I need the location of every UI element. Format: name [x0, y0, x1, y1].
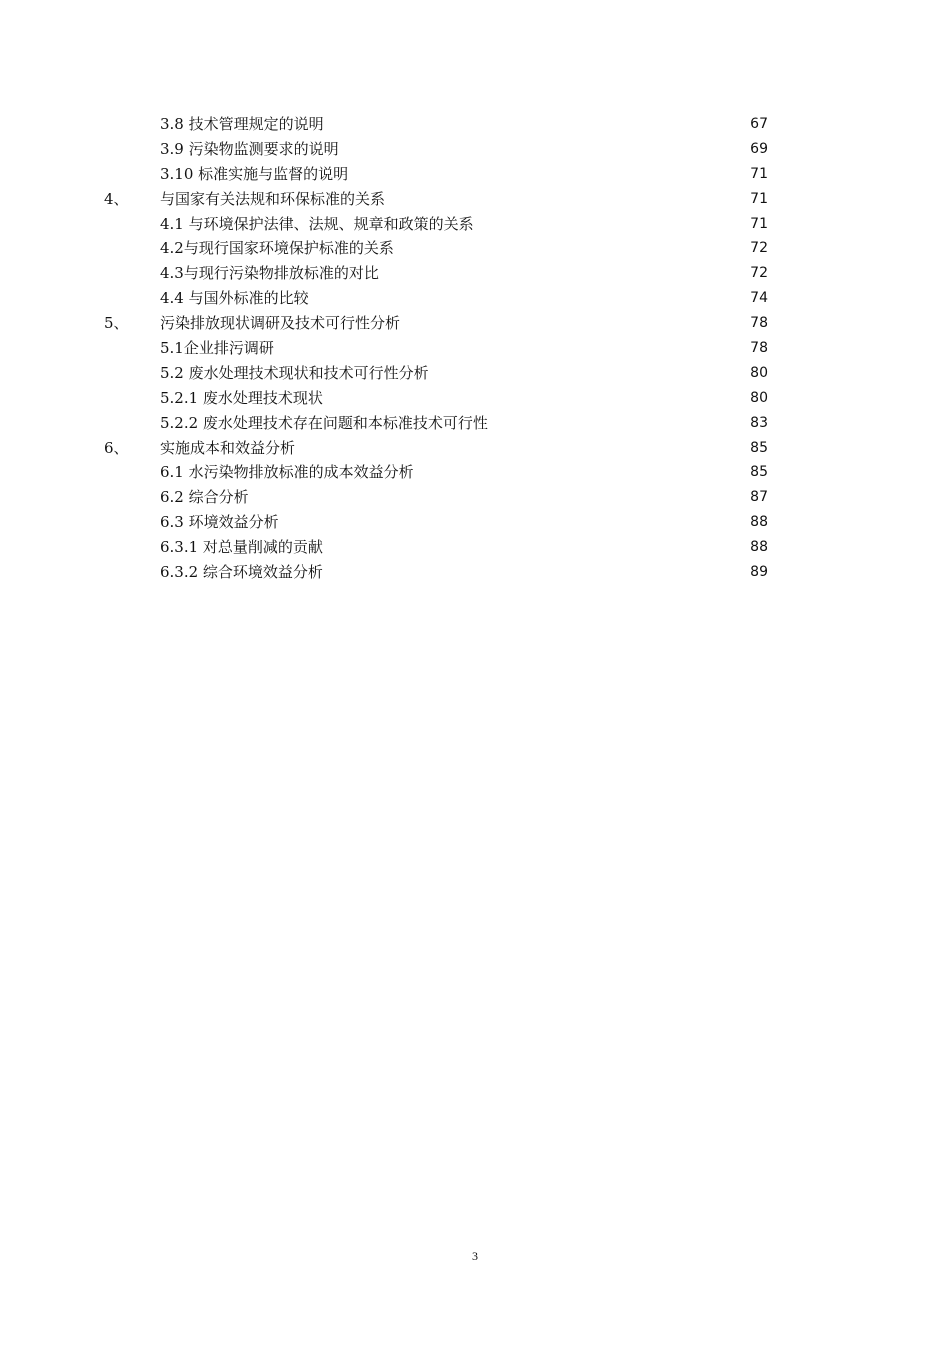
toc-entry[interactable]	[0, 386, 950, 411]
toc-entry[interactable]	[0, 162, 950, 187]
toc-entry[interactable]	[0, 286, 950, 311]
toc-entry-page: 87	[750, 489, 768, 506]
toc-entry-title: 6.3.2 综合环境效益分析	[160, 563, 323, 582]
toc-entry-title: 实施成本和效益分析	[160, 438, 296, 457]
toc-entry-title: 6.2 综合分析	[160, 488, 249, 507]
toc-entry-page: 88	[750, 539, 768, 556]
toc-entry-page: 78	[750, 340, 768, 357]
toc-entry-title: 5.2.1 废水处理技术现状	[160, 388, 323, 407]
toc-entry[interactable]	[0, 361, 950, 386]
toc-entry-page: 71	[750, 165, 768, 182]
toc-entry-title: 3.9 污染物监测要求的说明	[160, 139, 339, 158]
toc-entry-title: 4.2与现行国家环境保护标准的关系	[160, 239, 394, 258]
toc-entry-title: 4.1 与环境保护法律、法规、规章和政策的关系	[160, 214, 474, 233]
toc-entry-title: 6.3.1 对总量削减的贡献	[160, 538, 323, 557]
toc-entry[interactable]	[0, 436, 950, 461]
toc-entry-title: 3.10 标准实施与监督的说明	[160, 164, 349, 183]
toc-entry-page: 72	[750, 240, 768, 257]
toc-entry-page: 85	[750, 439, 768, 456]
toc-entry-number: 5、	[104, 314, 129, 333]
toc-entry-page: 89	[750, 564, 768, 581]
toc-entry-title: 污染排放现状调研及技术可行性分析	[160, 314, 401, 333]
toc-entry-number: 4、	[104, 189, 129, 208]
toc-entry[interactable]	[0, 411, 950, 436]
page-number: 3	[472, 1249, 478, 1263]
toc-entry[interactable]	[0, 510, 950, 535]
toc-entry[interactable]	[0, 336, 950, 361]
toc-entry-title: 5.2.2 废水处理技术存在问题和本标准技术可行性	[160, 413, 488, 432]
toc-entry-title: 6.3 环境效益分析	[160, 513, 279, 532]
toc-entry[interactable]	[0, 560, 950, 585]
toc-entry-page: 83	[750, 414, 768, 431]
toc-entry[interactable]	[0, 137, 950, 162]
toc-entry[interactable]	[0, 236, 950, 261]
toc-entry-title: 与国家有关法规和环保标准的关系	[160, 189, 386, 208]
toc-entry-title: 4.4 与国外标准的比较	[160, 289, 309, 308]
toc-entry-page: 78	[750, 315, 768, 332]
toc-entry-title: 5.1企业排污调研	[160, 339, 274, 358]
table-of-contents	[0, 112, 950, 585]
toc-entry-page: 80	[750, 364, 768, 381]
toc-entry-page: 80	[750, 389, 768, 406]
toc-entry[interactable]	[0, 485, 950, 510]
toc-entry-title: 4.3与现行污染物排放标准的对比	[160, 264, 379, 283]
toc-entry-page: 67	[750, 116, 768, 132]
toc-entry-page: 72	[750, 265, 768, 282]
toc-entry-page: 85	[750, 464, 768, 481]
toc-entry[interactable]	[0, 187, 950, 212]
toc-entry[interactable]	[0, 460, 950, 485]
toc-entry[interactable]	[0, 535, 950, 560]
toc-entry[interactable]	[0, 112, 950, 137]
toc-entry-page: 88	[750, 514, 768, 531]
toc-entry-number: 6、	[104, 438, 129, 457]
toc-entry-page: 69	[750, 140, 768, 157]
toc-entry[interactable]	[0, 261, 950, 286]
toc-entry-title: 6.1 水污染物排放标准的成本效益分析	[160, 463, 414, 482]
toc-entry-title: 3.8 技术管理规定的说明	[160, 115, 324, 133]
toc-entry-title: 5.2 废水处理技术现状和技术可行性分析	[160, 363, 429, 382]
toc-entry[interactable]	[0, 311, 950, 336]
toc-entry[interactable]	[0, 212, 950, 237]
toc-entry-page: 71	[750, 190, 768, 207]
toc-entry-page: 74	[750, 290, 768, 307]
toc-entry-page: 71	[750, 215, 768, 232]
